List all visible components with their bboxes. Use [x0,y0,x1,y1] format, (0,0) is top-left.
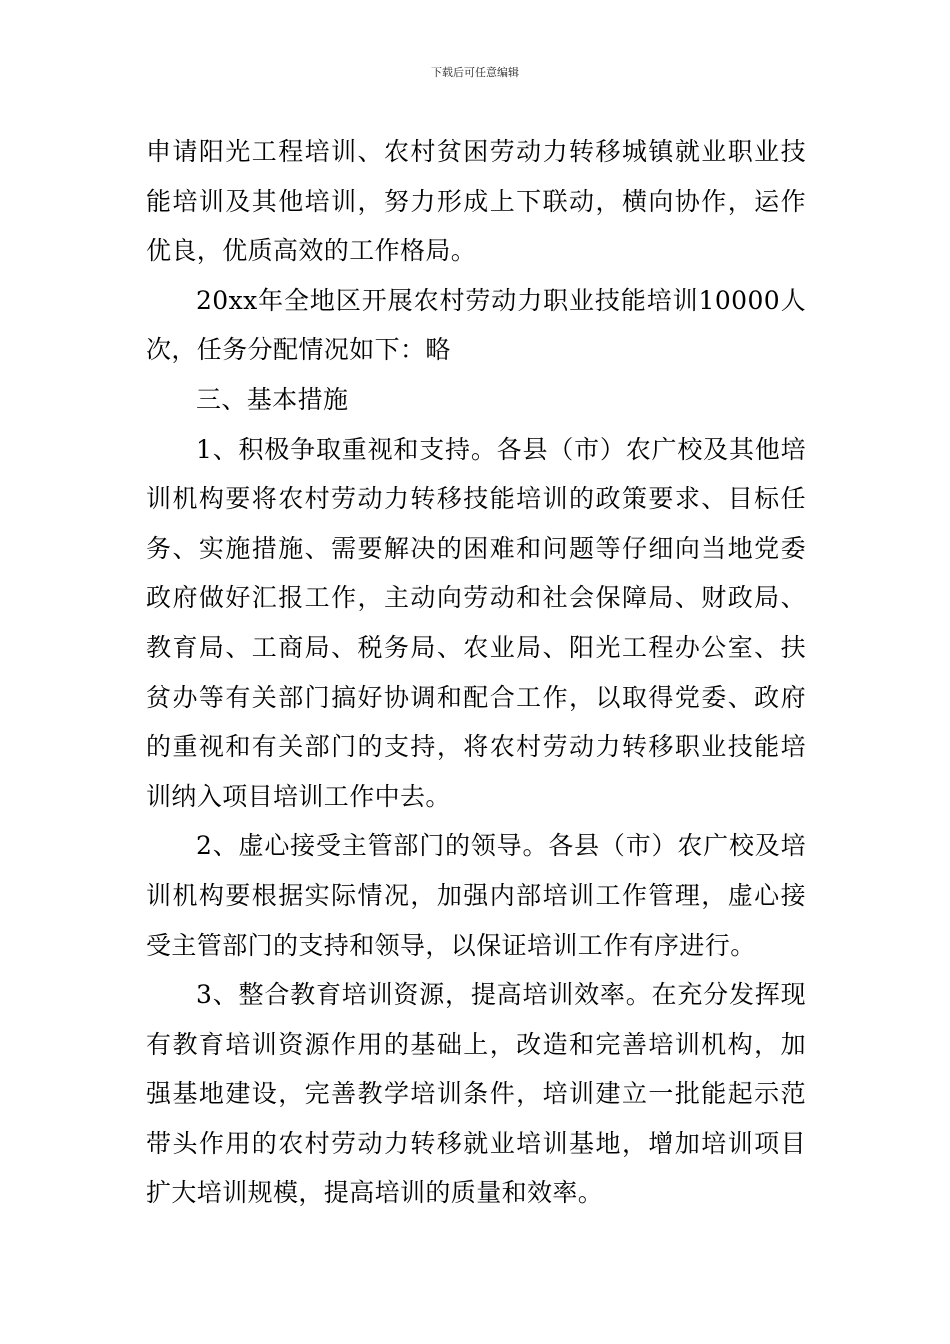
document-body [146,127,806,1218]
paragraph-measure-1: 1、积极争取重视和支持。各县（市）农广校及其他培训机构要将农村劳动力转移技能培训的政策要求、目标任务、实施措施、需要解决的困难和问题等仔细向当地党委政府做好汇报工作，主动向劳动和社会保障局、财政局、教育局、工商局、税务局、农业局、阳光工程办公室、扶贫办等有关部门搞好协调和配合工作，以取得党委、政府的重视和有关部门的支持，将农村劳动力转移职业技能培训纳入项目培训工作中去。 [146,434,806,811]
section-heading-basic-measures: 三、基本措施 [196,384,349,414]
paragraph-training-target: 20xx年全地区开展农村劳动力职业技能培训10000人次，任务分配情况如下：略 [146,285,806,365]
page-header-note: 下载后可任意编辑 [431,66,519,79]
paragraph-continuation: 申请阳光工程培训、农村贫困劳动力转移城镇就业职业技能培训及其他培训，努力形成上下联动，横向协作，运作优良，优质高效的工作格局。 [146,137,806,266]
paragraph-measure-3: 3、整合教育培训资源，提高培训效率。在充分发挥现有教育培训资源作用的基础上，改造和完善培训机构，加强基地建设，完善教学培训条件，培训建立一批能起示范带头作用的农村劳动力转移就业培训基地，增加培训项目扩大培训规模，提高培训的质量和效率。 [146,980,806,1208]
paragraph-measure-2: 2、虚心接受主管部门的领导。各县（市）农广校及培训机构要根据实际情况，加强内部培训工作管理，虚心接受主管部门的支持和领导，以保证培训工作有序进行。 [146,831,806,960]
